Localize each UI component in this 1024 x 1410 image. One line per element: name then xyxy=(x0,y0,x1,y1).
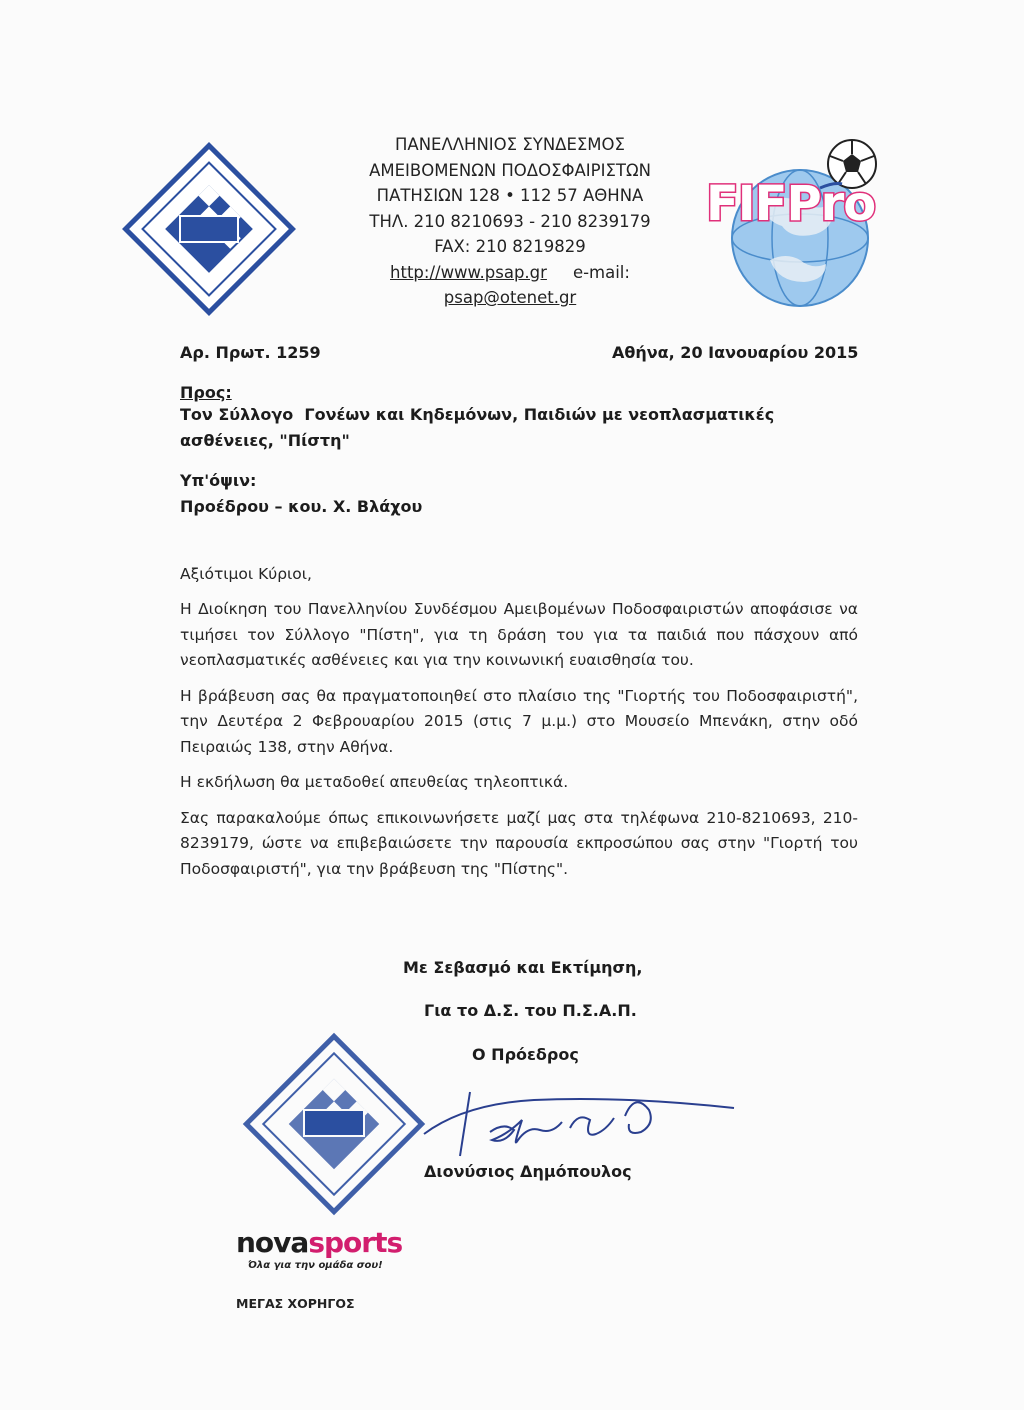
website-link[interactable]: http://www.psap.gr xyxy=(390,262,547,282)
letterhead xyxy=(300,132,720,311)
fifpro-wordmark: FIFPro xyxy=(706,176,876,232)
sponsor-tagline: Όλα για την ομάδα σου! xyxy=(248,1260,383,1271)
psap-logo xyxy=(118,138,300,320)
handwritten-signature xyxy=(420,1082,740,1162)
org-name-line-1: ΠΑΝΕΛΛΗΝΙΟΣ ΣΥΝΔΕΣΜΟΣ xyxy=(395,135,625,154)
recipient-line-1: Τον Σύλλογο Γονέων και Κηδεμόνων, Παιδιών με νεοπλασματικές xyxy=(180,405,775,424)
official-stamp xyxy=(236,1026,432,1222)
phone-line: ΤΗΛ. 210 8210693 - 210 8239179 xyxy=(369,211,651,231)
protocol-number: Αρ. Πρωτ. 1259 xyxy=(180,343,321,362)
paragraph-4: Σας παρακαλούμε όπως επικοινωνήσετε μαζί μας στα τηλέφωνα 210-8210693, 210-8239179, ώστε να επιβεβαιώσετε την παρουσία εκπροσώπου σας στην "Γιορτή του Ποδοσφαιριστή", για την βράβευση της "Πίστης". xyxy=(180,808,858,878)
on-behalf-line: Για το Δ.Σ. του Π.Σ.Α.Π. xyxy=(424,1001,637,1020)
email-line xyxy=(300,285,720,311)
letter-body xyxy=(180,597,858,882)
address-line: ΠΑΤΗΣΙΩΝ 128 • 112 57 ΑΘΗΝΑ xyxy=(376,186,644,205)
email-link[interactable]: psap@otenet.gr xyxy=(443,288,577,307)
novasports-logo: novasports xyxy=(236,1226,403,1259)
fax-line: FAX: 210 8219829 xyxy=(434,237,586,256)
regards-line: Με Σεβασμό και Εκτίμηση, xyxy=(403,958,643,977)
web-line xyxy=(300,260,720,286)
recipient-label: Προς: xyxy=(180,383,232,402)
org-name-line-2: ΑΜΕΙΒΟΜΕΝΩΝ ΠΟΔΟΣΦΑΙΡΙΣΤΩΝ xyxy=(369,160,651,180)
paragraph-1: Η Διοίκηση του Πανελληνίου Συνδέσμου Αμειβομένων Ποδοσφαιριστών αποφάσισε να τιμήσει τον Σύλλογο "Πίστη", για τη δράση του για τα παιδιά που πάσχουν από νεοπλασματικές ασθένειες και για την κοινωνική ευαισθησία του. xyxy=(180,600,858,669)
recipient-line-2: ασθένειες, "Πίστη" xyxy=(180,431,350,450)
place-date: Αθήνα, 20 Ιανουαρίου 2015 xyxy=(612,343,859,362)
attention-name: Προέδρου – κου. Χ. Βλάχου xyxy=(180,497,423,516)
paragraph-3: Η εκδήλωση θα μεταδοθεί απευθείας τηλεοπτικά. xyxy=(180,773,569,791)
salutation: Αξιότιμοι Κύριοι, xyxy=(180,565,312,583)
paragraph-2: Η βράβευση σας θα πραγματοποιηθεί στο πλαίσιο της "Γιορτής του Ποδοσφαιριστή", την Δευτέρα 2 Φεβρουαρίου 2015 (στις 7 μ.μ.) στο Μουσείο Μπενάκη, στην οδό Πειραιώς 138, στην Αθήνα. xyxy=(180,686,858,756)
sponsor-label: ΜΕΓΑΣ ΧΟΡΗΓΟΣ xyxy=(236,1296,355,1311)
signatory-name: Διονύσιος Δημόπουλος xyxy=(424,1162,632,1181)
attention-block xyxy=(180,468,422,520)
role-line: Ο Πρόεδρος xyxy=(472,1045,579,1064)
attention-label: Υπ'όψιν: xyxy=(180,471,257,490)
recipient-block xyxy=(180,402,858,454)
email-label: e-mail: xyxy=(572,262,630,282)
